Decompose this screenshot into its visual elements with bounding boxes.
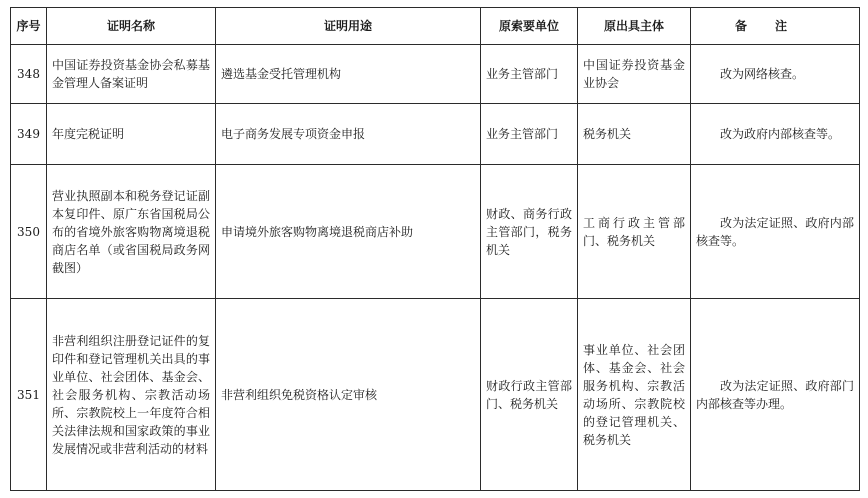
row-purpose: 遴选基金受托管理机构 (216, 45, 481, 104)
header-issuer: 原出具主体 (578, 8, 691, 45)
row-requester: 财政行政主管部门、税务机关 (481, 299, 578, 491)
table-row (11, 299, 860, 491)
row-name: 年度完税证明 (47, 104, 216, 165)
table-row (11, 104, 860, 165)
row-seq: 348 (11, 45, 47, 104)
header-notes: 备注 (691, 8, 860, 45)
row-name: 中国证券投资基金协会私募基金管理人备案证明 (47, 45, 216, 104)
row-issuer: 事业单位、社会团体、基金会、社会服务机构、宗教活动场所、宗教院校的登记管理机关、税务机关 (578, 299, 691, 491)
row-notes: 改为法定证照、政府部门内部核查等办理。 (691, 299, 860, 491)
row-notes: 改为网络核查。 (691, 45, 860, 104)
header-name: 证明名称 (47, 8, 216, 45)
header-row (11, 8, 860, 45)
row-seq: 350 (11, 165, 47, 299)
row-purpose: 非营利组织免税资格认定审核 (216, 299, 481, 491)
row-purpose: 电子商务发展专项资金申报 (216, 104, 481, 165)
header-purpose: 证明用途 (216, 8, 481, 45)
certificate-table (10, 7, 860, 491)
table-row (11, 165, 860, 299)
row-name: 营业执照副本和税务登记证副本复印件、原广东省国税局公布的省境外旅客购物离境退税商店名单（或省国税局政务网截图） (47, 165, 216, 299)
header-seq: 序号 (11, 8, 47, 45)
row-purpose: 申请境外旅客购物离境退税商店补助 (216, 165, 481, 299)
row-notes: 改为法定证照、政府内部核查等。 (691, 165, 860, 299)
row-issuer: 中国证券投资基金业协会 (578, 45, 691, 104)
row-notes: 改为政府内部核查等。 (691, 104, 860, 165)
row-issuer: 工商行政主管部门、税务机关 (578, 165, 691, 299)
row-issuer: 税务机关 (578, 104, 691, 165)
row-name: 非营利组织注册登记证件的复印件和登记管理机关出具的事业单位、社会团体、基金会、社会服务机构、宗教活动场所、宗教院校上一年度符合相关法律法规和国家政策的事业发展情况或非营利活动的材料 (47, 299, 216, 491)
row-requester: 业务主管部门 (481, 104, 578, 165)
table-row (11, 45, 860, 104)
row-seq: 349 (11, 104, 47, 165)
row-requester: 财政、商务行政主管部门，税务机关 (481, 165, 578, 299)
row-requester: 业务主管部门 (481, 45, 578, 104)
header-requester: 原索要单位 (481, 8, 578, 45)
row-seq: 351 (11, 299, 47, 491)
